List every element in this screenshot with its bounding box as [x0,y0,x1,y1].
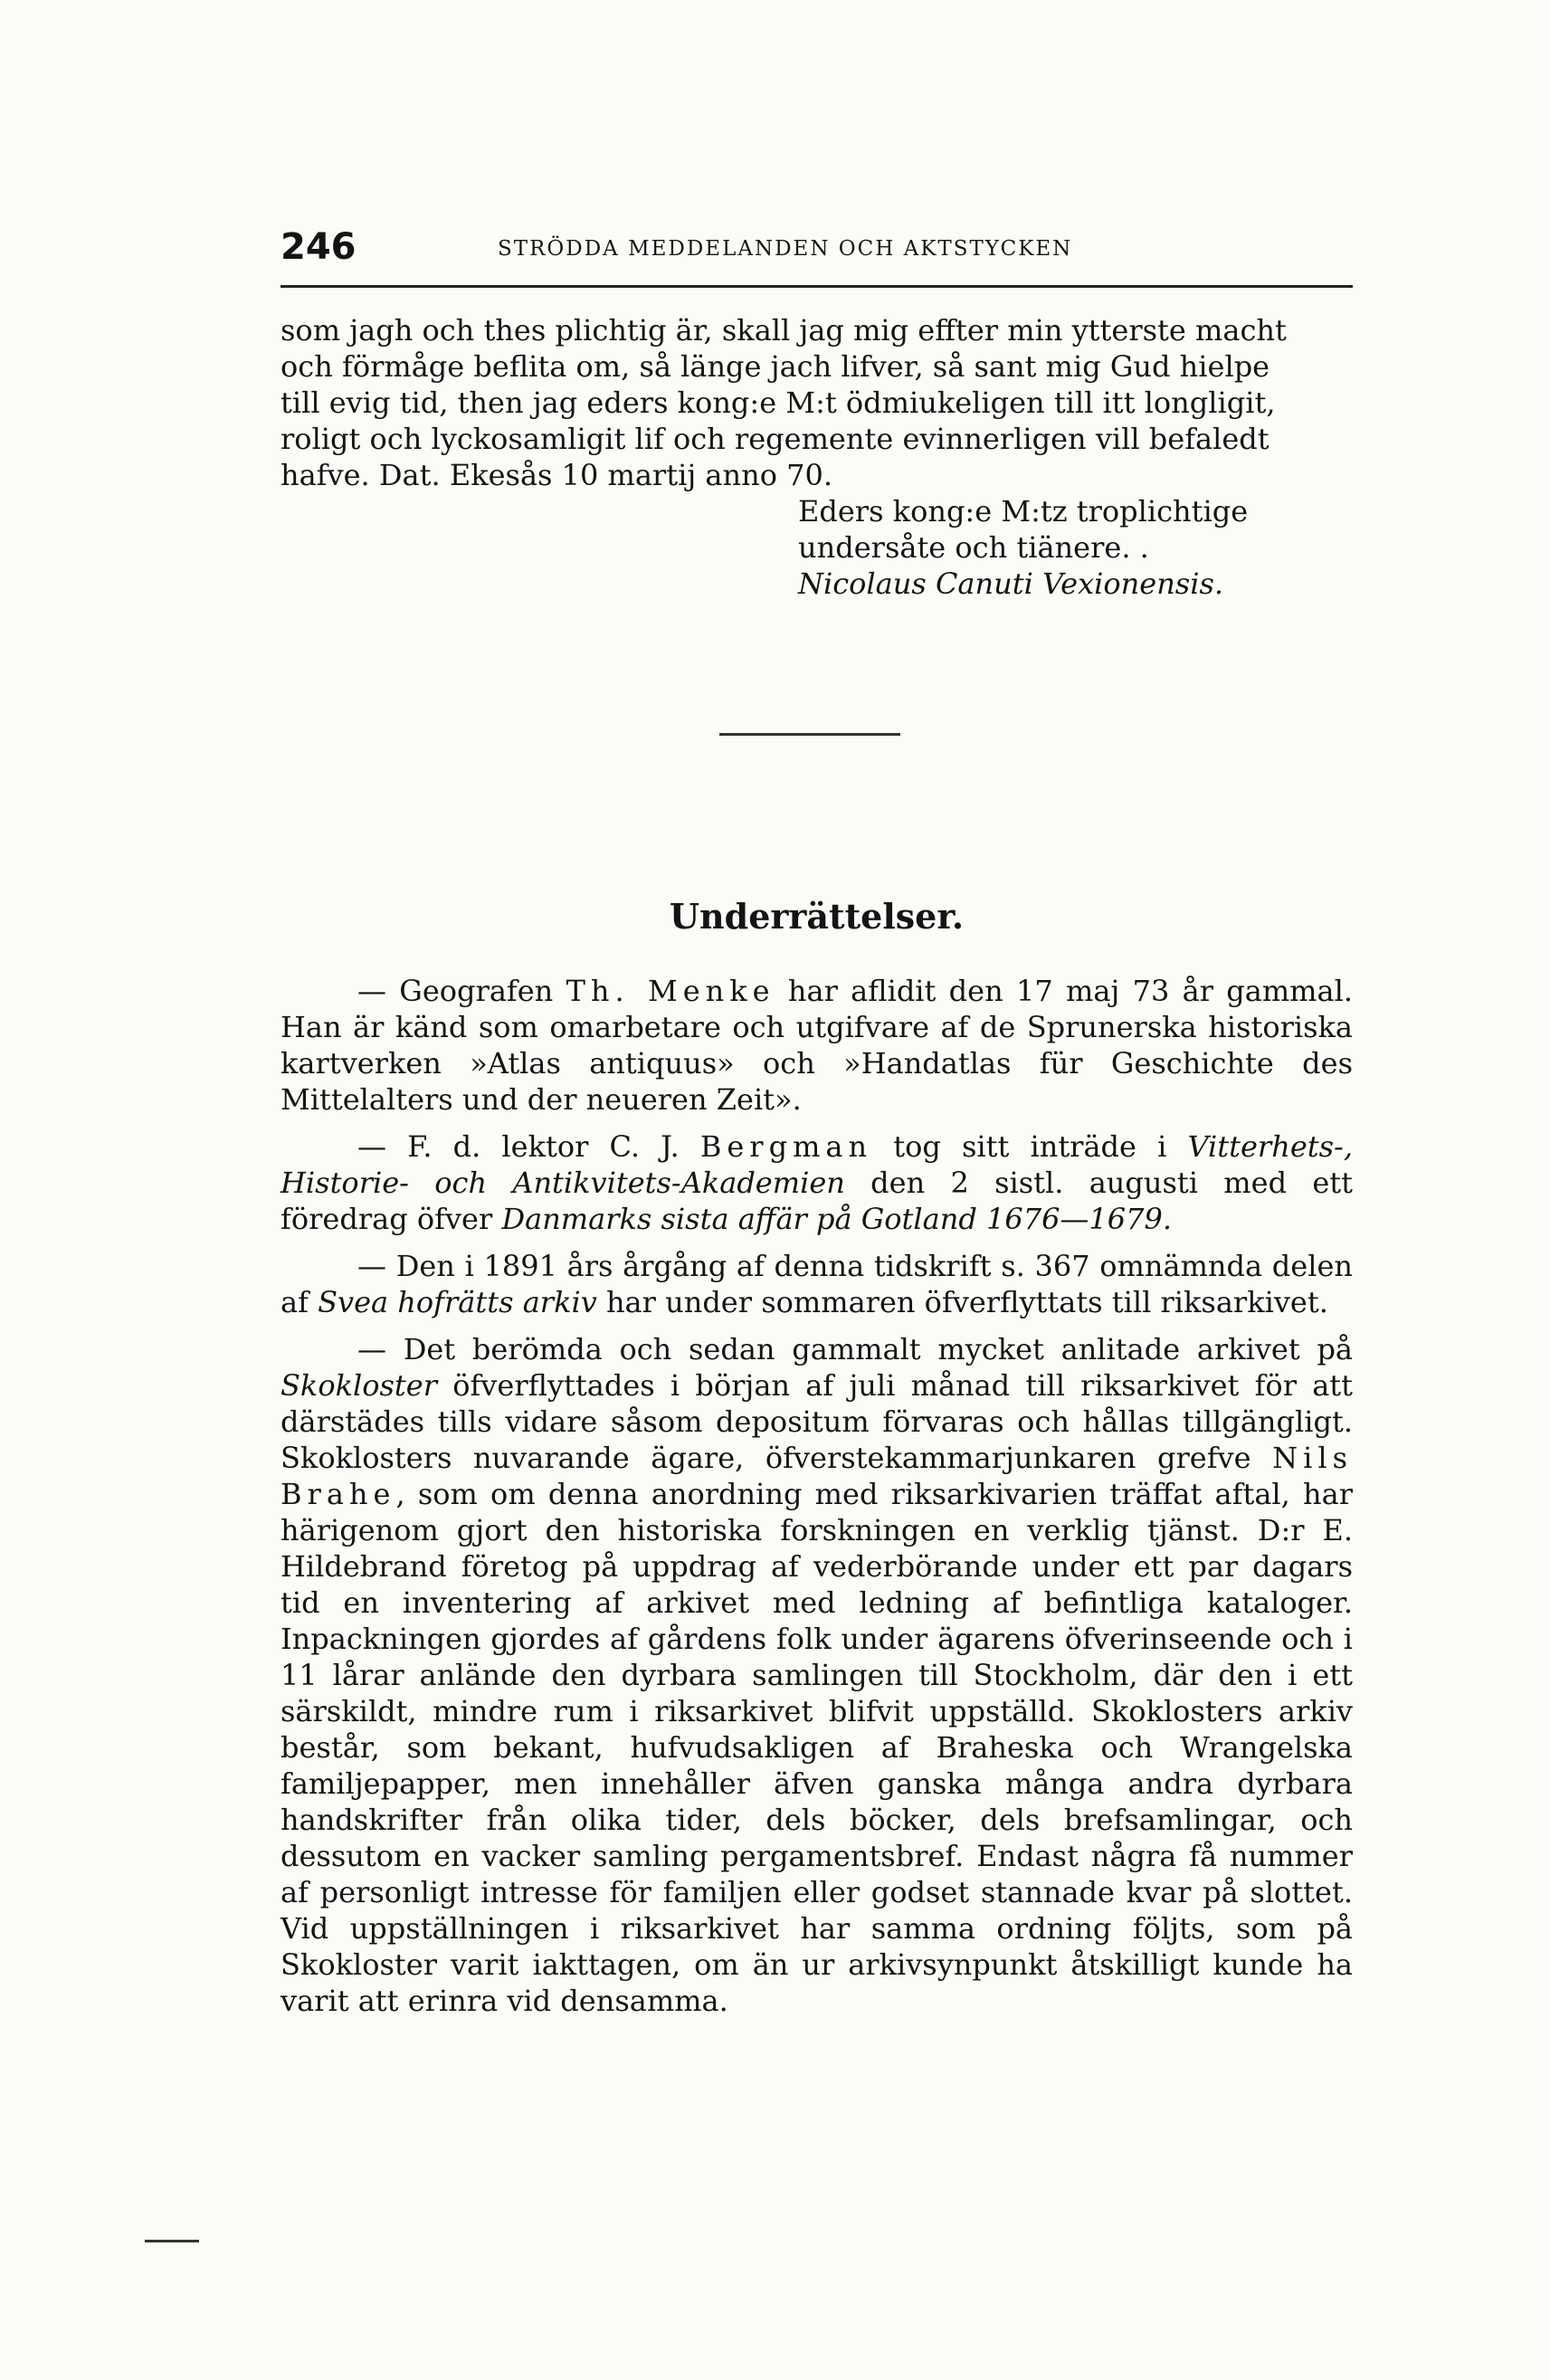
notice-bergman [281,1128,1353,1237]
letter-body [281,312,1353,493]
notice-text: — Geografen [357,974,566,1008]
notice-text: — F. d. lektor C. J. [357,1129,700,1164]
letter-line: till evig tid, then jag eders kong:e M:t ödmiukeligen till itt longligit, [281,386,1276,420]
running-title: STRÖDDA MEDDELANDEN OCH AKTSTYCKEN [498,237,1073,261]
archive-title: Svea hofrätts arkiv [318,1285,597,1319]
margin-mark [145,2240,199,2242]
notice-text: öfverflyttades i början af juli månad till riksarkivet för att därstädes tills vidare såsom depositum förvaras och hållas tillgängligt. Skoklosters nuvarande ägare, öfverstekammarjunkaren grefve [281,1368,1353,1475]
page-number: 246 [281,226,357,268]
notice-text: den 2 sistl. augusti med ett föredrag öfver [281,1166,1353,1236]
notice-svea-hofratt [281,1248,1353,1320]
letter-line: och förmåge beflita om, så länge jach lifver, så sant mig Gud hielpe [281,349,1270,384]
notice-text: — Det berömda och sedan gammalt mycket anlitade arkivet på [357,1332,1353,1366]
notice-text: tog sitt inträde i [872,1129,1188,1164]
letter-line: som jagh och thes plichtig är, skall jag mig effter min ytterste macht [281,313,1287,347]
person-name: Bergman [699,1129,873,1164]
header-rule [281,285,1353,288]
section-heading: Underrättelser. [669,896,965,937]
letter-signature: Nicolaus Canuti Vexionensis. [798,566,1224,601]
person-name: Nils Brahe [281,1441,1353,1511]
lecture-title: Danmarks sista affär på Gotland 1676—1679. [501,1202,1173,1236]
person-name: Th. Menke [566,974,775,1008]
letter-closing-2: undersåte och tiänere. . [798,530,1149,565]
academy-title: Vitterhets-, Historie- och Antikvitets-Akademien [281,1129,1354,1200]
place-name: Skokloster [281,1368,437,1403]
running-header [281,226,1353,281]
notice-text: har aflidit den 17 maj 73 år gammal. Han är känd som omarbetare och utgifvare af de Sprunerska historiska kartverken »Atlas antiquus» och »Handatlas für Geschichte des Mittelalters und der neueren Zeit». [281,974,1354,1117]
notice-text: har under sommaren öfverflyttats till riksarkivet. [596,1285,1328,1319]
notice-skokloster [281,1331,1353,2019]
section-separator [719,733,900,736]
notices-body [281,973,1353,2019]
notice-menke [281,973,1353,1118]
letter-line: roligt och lyckosamligit lif och regemente evinnerligen vill befaledt [281,422,1269,456]
letter-closing-1: Eders kong:e M:tz troplichtige [798,494,1249,528]
notice-text: — Den i 1891 års årgång af denna tidskrift s. 367 omnämnda delen af [281,1249,1353,1319]
notice-text: , som om denna anordning med riksarkivarien träffat aftal, har härigenom gjort den historiska forskningen en verklig tjänst. D:r E. Hildebrand företog på uppdrag af vederbörande under ett par dagars tid en inventering af arkivet med ledning af befintliga kataloger. Inpackningen gjordes af gårdens folk under ägarens öfverinseende och i 11 lårar anlände den dyrbara samlingen till Stockholm, där den i ett särskildt, mindre rum i riksarkivet blifvit uppställd. Skoklosters arkiv består, som bekant, hufvudsakligen af Braheska och Wrangelska familjepapper, men innehåller äfven ganska många andra dyrbara handskrifter från olika tider, dels böcker, dels brefsamlingar, och dessutom en vacker samling pergamentsbref. Endast några få nummer af personligt intresse för familjen eller godset stannade kvar på slottet. Vid uppställningen i riksarkivet har samma ordning följts, som på Skokloster varit iakttagen, om än ur arkivsynpunkt åtskilligt kunde ha varit att erinra vid densamma. [281,1477,1353,2018]
letter-line: hafve. Dat. Ekesås 10 martij anno 70. [281,458,833,492]
